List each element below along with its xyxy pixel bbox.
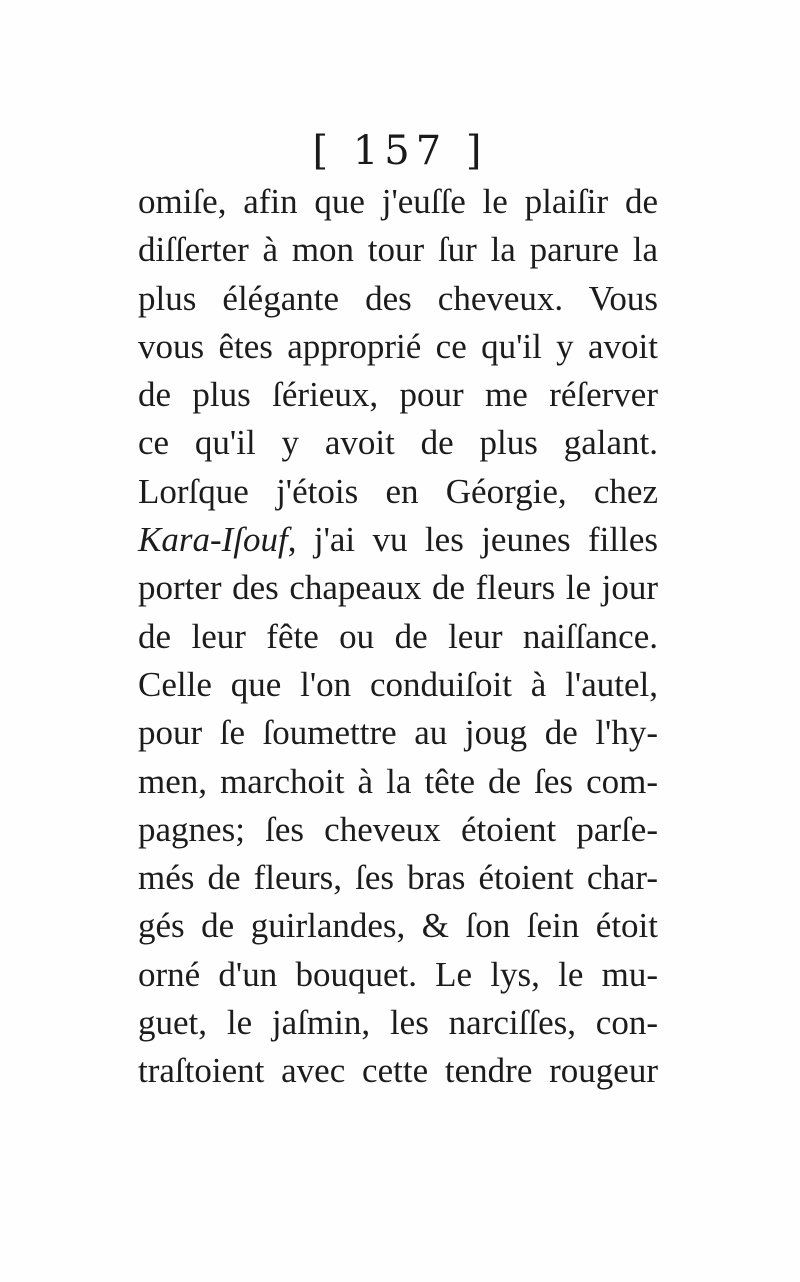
text-line-8-italic: Kara-Iſouf (138, 520, 288, 560)
text-line-16: gés de guirlandes, & ſon ſein étoit (138, 906, 658, 946)
text-line-10: de leur fête ou de leur naiſſance. (138, 616, 658, 656)
text-line-8 (138, 516, 658, 564)
text-line-8-rest: , j'ai vu les jeunes filles (287, 520, 658, 560)
text-line-11: Celle que l'on conduiſoit à l'autel, (138, 664, 658, 704)
text-line-5: de plus ſérieux, pour me réſerver (138, 375, 658, 415)
text-line-3: plus élégante des cheveux. Vous (138, 278, 658, 318)
text-line-6: ce qu'il y avoit de plus galant. (138, 423, 658, 463)
text-line-1: omiſe, afin que j'euſſe le plaiſir de (138, 182, 658, 221)
body-text (138, 178, 658, 1096)
text-line-14: pagnes; ſes cheveux étoient parſe- (138, 809, 658, 849)
page-number: [ 157 ] (312, 128, 488, 174)
text-line-17: orné d'un bouquet. Le lys, le mu- (138, 954, 658, 994)
text-line-18: guet, le jaſmin, les narciſſes, con- (138, 1003, 658, 1043)
text-line-7: Lorſque j'étois en Géorgie, chez (138, 471, 658, 511)
text-line-2: diſſerter à mon tour ſur la parure la (138, 230, 658, 270)
text-line-9: porter des chapeaux de fleurs le jour (138, 568, 658, 608)
text-line-19: traſtoient avec cette tendre rougeur (138, 1051, 658, 1091)
text-line-13: men, marchoit à la tête de ſes com- (138, 761, 658, 801)
text-line-12: pour ſe ſoumettre au joug de l'hy- (138, 713, 658, 753)
text-line-15: més de fleurs, ſes bras étoient char- (138, 858, 658, 898)
text-line-4: vous êtes approprié ce qu'il y avoit (138, 326, 658, 366)
